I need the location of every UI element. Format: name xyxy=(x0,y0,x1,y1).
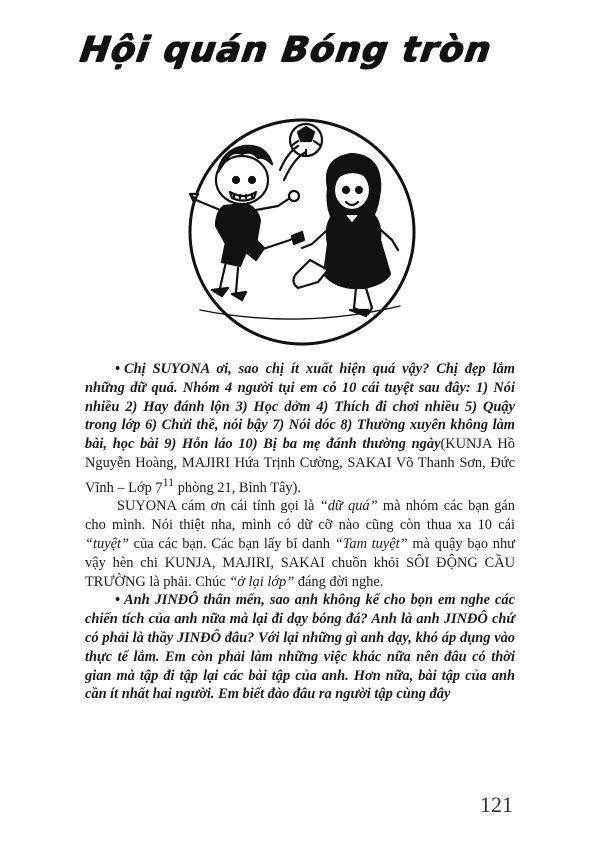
signature-part: phòng 21, Bình Tây). xyxy=(174,479,301,496)
letters-section xyxy=(85,360,515,704)
signature-part: (KUNJA Hồ Nguyễn Hoàng, MAJIRI Hứa Trịnh Cường, SAKAI Võ Thanh Sơn, Đức Vĩnh – Lớp 7 xyxy=(85,436,515,496)
answer-run: mà quậy bạo như vậy hèn chi KUNJA, MAJIRI, SAKAI chuồn khỏi SÔI ĐỘNG CẦU TRƯỜNG là phải. Chúc xyxy=(85,535,515,590)
letter-question xyxy=(85,591,515,704)
letter-question xyxy=(85,360,515,497)
signature-superscript: 11 xyxy=(162,474,175,489)
question-text: Anh JINĐÔ thân mến, sao anh không kể cho bọn em nghe các chiến tích của anh nữa mà lại đi dạy bóng đá? Anh là anh JINĐÔ chứ có phải là thầy JINĐÔ đâu? Với lại những gì anh dạy, khó áp dụng vào thực tế lắm. Em còn phải làm những việc khác nữa nên đâu có thời gian mà tập đi tập lại các bài tập của anh. Hơn nữa, bài tập của anh cần ít nhất hai người. Em biết đào đâu ra người tập cùng đây xyxy=(85,592,515,703)
answer-emphasis: “tuyệt” xyxy=(85,535,129,552)
bullet-icon: • xyxy=(115,361,121,377)
soccer-kids-illustration-icon xyxy=(160,110,445,355)
letter-answer xyxy=(85,497,515,591)
page-title: Hội quán Bóng tròn xyxy=(77,30,494,70)
question-text: Chị SUYONA ơi, sao chị ít xuất hiện quá vậy? Chị đẹp lắm những dữ quá. Nhóm 4 người tụi em có 10 cái tuyệt sau đây: 1) Nói nhiều 2) Hay đánh lộn 3) Học dởm 4) Thích đi chơi nhiều 5) Quậy trong lớp 6) Chửi thề, nói bậy 7) Nói dóc 8) Thường xuyên không làm bài, học bài 9) Hỗn láo 10) Bị ba mẹ đánh thường ngày xyxy=(85,361,515,453)
answer-emphasis: “ở lại lớp” xyxy=(229,573,295,590)
answer-run: của các bạn. Các bạn lấy bí danh xyxy=(128,535,335,552)
bullet-icon: • xyxy=(115,592,121,609)
page-number: 121 xyxy=(480,792,513,817)
answer-run: SUYONA cám ơn cái tính gọi là xyxy=(117,498,320,515)
answer-run: đáng đời nghe. xyxy=(294,573,384,590)
answer-emphasis: “dữ quá” xyxy=(319,498,378,515)
answer-emphasis: “Tam tuyệt” xyxy=(334,535,408,552)
answer-run: mà nhóm các bạn gán cho mình. Nói thiệt nha, mình có dữ cỡ nào cũng còn thua xa 10 cái xyxy=(85,498,515,534)
